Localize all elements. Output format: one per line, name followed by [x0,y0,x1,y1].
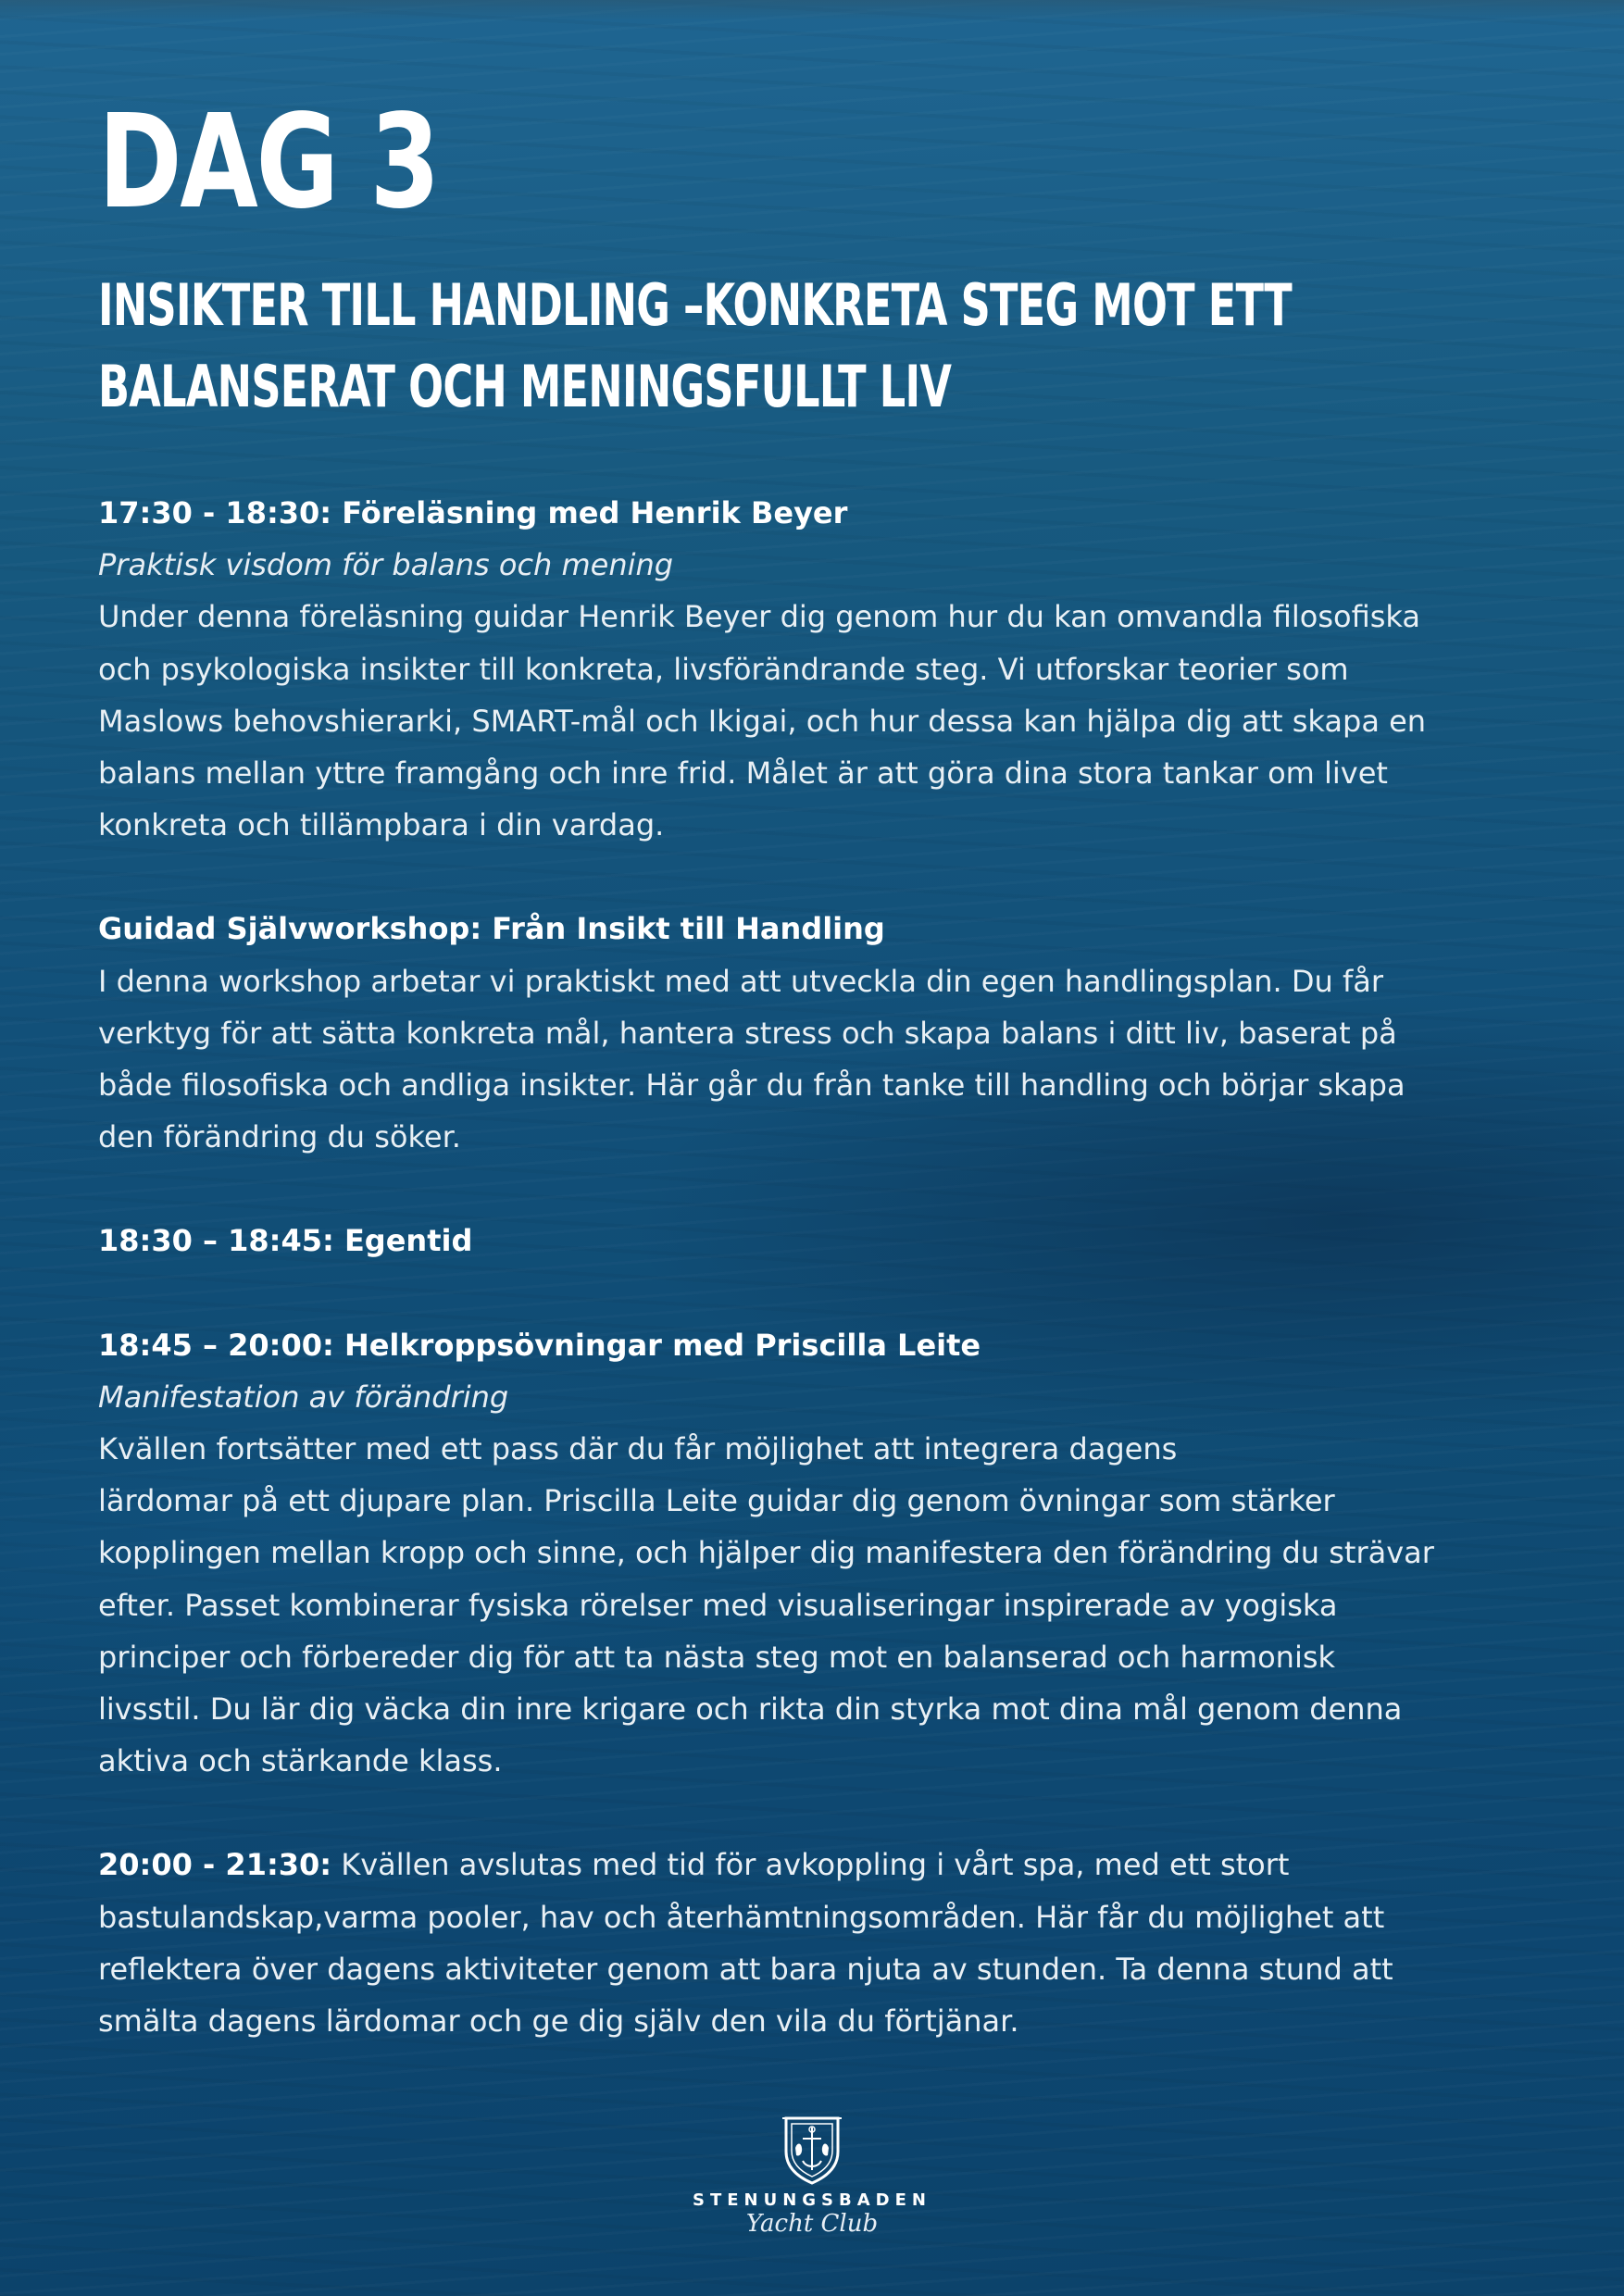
spa-paragraph [98,1839,1441,2047]
exercise-description: lärdomar på ett djupare plan. Priscilla Leite guidar dig genom övningar som stärker kopplingen mellan kropp och sinne, och hjälper dig manifestera den förändring du strävar efter. Passet kombinerar fysiska rörelser med visualiseringar inspirerade av yogiska principer och förbereder dig för att ta nästa steg mot en balanserad och harmonisk livsstil. Du lär dig väcka din inre krigare och rikta din styrka mot dina mål genom denna aktiva och stärkande klass. [98,1483,1434,1779]
workshop-section [98,903,1441,1163]
spa-description: Kvällen avslutas med tid för avkoppling i vårt spa, med ett stort bastulandskap,varma pooler, hav och återhämtningsområden. Här får du möjlighet att reflektera över dagens aktiviteter genom att bara njuta av stunden. Ta denna stund att smälta dagens lärdomar och ge dig själv den vila du förtjänar. [98,1847,1393,2040]
exercise-section [98,1319,1441,1788]
lecture-heading: 17:30 - 18:30: Föreläsning med Henrik Beyer [98,495,848,530]
day-subtitle: INSIKTER TILL HANDLING –KONKRETA STEG MOT ETT BALANSERAT OCH MENINGSFULLT LIV [98,271,1293,420]
exercise-heading: 18:45 – 20:00: Helkroppsövningar med Priscilla Leite [98,1327,981,1363]
exercise-subheading: Manifestation av förändring [98,1379,509,1415]
club-logo [645,2111,979,2240]
workshop-description: I denna workshop arbetar vi praktiskt med att utveckla din egen handlingsplan. Du får verktyg för att sätta konkreta mål, hantera stress och skapa balans i ditt liv, baserat på både filosofiska och andliga insikter. Här går du från tanke till handling och börjar skapa den förändring du söker. [98,963,1405,1155]
lecture-description: Under denna föreläsning guidar Henrik Beyer dig genom hur du kan omvandla filosofiska och psykologiska insikter till konkreta, livsförändrande steg. Vi utforskar teorier som Maslows behovshierarki, SMART-mål och Ikigai, och hur dessa kan hjälpa dig att skapa en balans mellan yttre framgång och inre frid. Målet är att göra dina stora tankar om livet konkreta och tillämpbara i din vardag. [98,599,1427,843]
program-content [98,487,1441,2099]
spa-section [98,1839,1441,2047]
crest-icon [779,2111,845,2185]
logo-script: Yacht Club [745,2210,879,2238]
exercise-intro-line: Kvällen fortsätter med ett pass där du får möjlighet att integrera dagens [98,1431,1178,1467]
spa-time: 20:00 - 21:30: [98,1847,332,1883]
break-heading: 18:30 – 18:45: Egentid [98,1223,473,1259]
break-section [98,1215,1441,1267]
lecture-subheading: Praktisk visdom för balans och mening [98,547,674,583]
day-title: DAG 3 [98,87,439,238]
workshop-heading: Guidad Självworkshop: Från Insikt till Handling [98,911,885,947]
page-top-edge [0,0,1624,20]
logo-wordmark: STENUNGSBADEN [693,2190,931,2210]
lecture-section [98,487,1441,851]
